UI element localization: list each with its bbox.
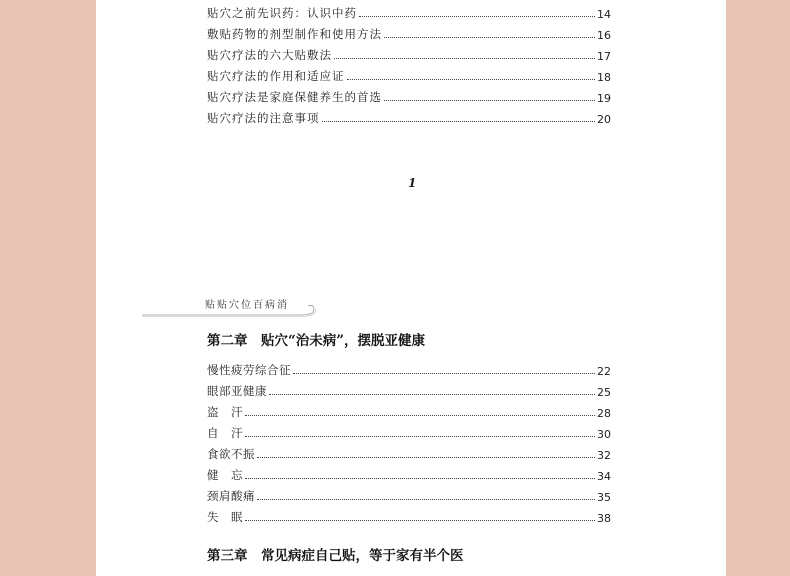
toc-entry-label: 盗 汗 bbox=[207, 405, 243, 419]
toc-entry[interactable] bbox=[207, 22, 611, 42]
toc-entry-page: 38 bbox=[597, 512, 611, 525]
chapter-3-title[interactable]: 第三章 常见病症自己贴，等于家有半个医 bbox=[207, 548, 464, 564]
toc-entry-label: 慢性疲劳综合征 bbox=[207, 363, 291, 377]
toc-entry[interactable] bbox=[207, 442, 611, 462]
leader-dots bbox=[257, 456, 595, 458]
toc-entry[interactable] bbox=[207, 505, 611, 525]
leader-dots bbox=[245, 414, 595, 416]
toc-entry[interactable] bbox=[207, 379, 611, 399]
leader-dots bbox=[293, 372, 595, 374]
leader-dots bbox=[245, 519, 595, 521]
toc-entry-label: 贴穴疗法的六大贴敷法 bbox=[207, 48, 332, 62]
book-page bbox=[96, 0, 726, 576]
toc-entry-label: 食欲不振 bbox=[207, 447, 255, 461]
toc-entry[interactable] bbox=[207, 421, 611, 441]
toc-entry-page: 16 bbox=[597, 29, 611, 42]
leader-dots bbox=[347, 78, 596, 80]
toc-entry[interactable] bbox=[207, 85, 611, 105]
toc-entry[interactable] bbox=[207, 1, 611, 21]
chapter-2-title[interactable]: 第二章 贴穴“治未病”，摆脱亚健康 bbox=[207, 333, 426, 349]
leader-dots bbox=[322, 120, 596, 122]
toc-entry-label: 贴穴之前先识药：认识中药 bbox=[207, 6, 357, 20]
toc-entry-page: 22 bbox=[597, 365, 611, 378]
toc-entry[interactable] bbox=[207, 106, 611, 126]
toc-entry-page: 30 bbox=[597, 428, 611, 441]
toc-entry-page: 34 bbox=[597, 470, 611, 483]
leader-dots bbox=[269, 393, 595, 395]
page-number: 1 bbox=[408, 176, 417, 190]
toc-entry-page: 28 bbox=[597, 407, 611, 420]
leader-dots bbox=[384, 99, 595, 101]
toc-entry-label: 敷贴药物的剂型制作和使用方法 bbox=[207, 27, 382, 41]
leader-dots bbox=[245, 477, 595, 479]
toc-entry-label: 贴穴疗法的作用和适应证 bbox=[207, 69, 345, 83]
toc-entry-label: 健 忘 bbox=[207, 468, 243, 482]
toc-entry-label: 贴穴疗法是家庭保健养生的首选 bbox=[207, 90, 382, 104]
leader-dots bbox=[334, 57, 595, 59]
toc-entry[interactable] bbox=[207, 43, 611, 63]
toc-entry[interactable] bbox=[207, 484, 611, 504]
toc-entry-page: 19 bbox=[597, 92, 611, 105]
leader-dots bbox=[257, 498, 595, 500]
toc-entry-page: 32 bbox=[597, 449, 611, 462]
toc-entry-page: 14 bbox=[597, 8, 611, 21]
toc-entry[interactable] bbox=[207, 400, 611, 420]
toc-entry-page: 20 bbox=[597, 113, 611, 126]
leader-dots bbox=[384, 36, 595, 38]
toc-entry[interactable] bbox=[207, 463, 611, 483]
leader-dots bbox=[245, 435, 595, 437]
toc-entry-page: 18 bbox=[597, 71, 611, 84]
running-head-swoosh-icon bbox=[142, 304, 318, 318]
toc-entry-label: 贴穴疗法的注意事项 bbox=[207, 111, 320, 125]
leader-dots bbox=[359, 15, 595, 17]
toc-entry-page: 25 bbox=[597, 386, 611, 399]
toc-entry-label: 颈肩酸痛 bbox=[207, 489, 255, 503]
toc-entry-page: 17 bbox=[597, 50, 611, 63]
toc-entry-label: 自 汗 bbox=[207, 426, 243, 440]
toc-entry[interactable] bbox=[207, 358, 611, 378]
running-head: 贴贴穴位百病消 bbox=[205, 300, 289, 311]
toc-entry-label: 失 眠 bbox=[207, 510, 243, 524]
toc-entry[interactable] bbox=[207, 64, 611, 84]
toc-entry-label: 眼部亚健康 bbox=[207, 384, 267, 398]
toc-entry-page: 35 bbox=[597, 491, 611, 504]
